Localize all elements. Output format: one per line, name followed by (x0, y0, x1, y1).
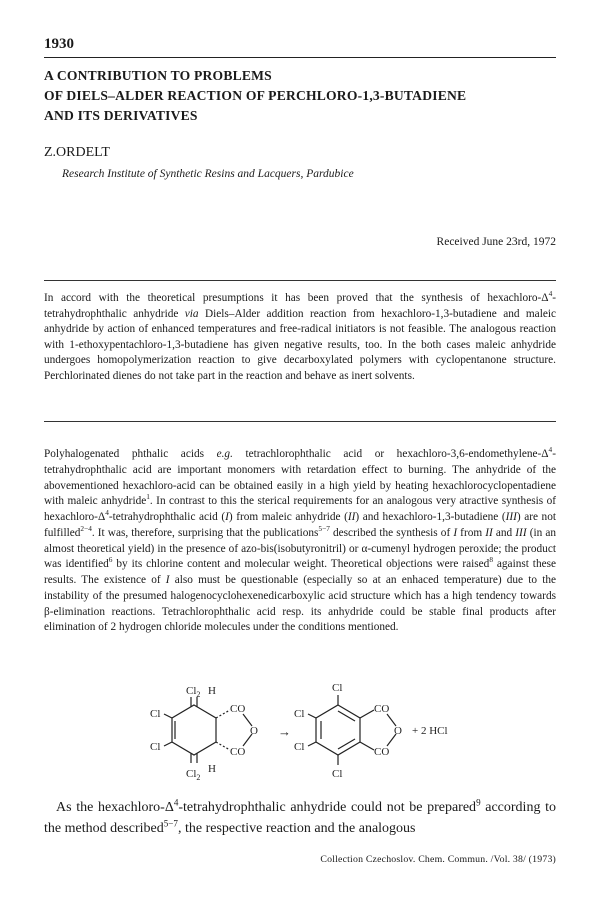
scheme-cl2-top: $Cl_2$ (186, 685, 201, 699)
abstract: In accord with the theoretical presumptions it has been proved that the synthesis of hexachloro-$\Delta^4$-tetrahydrophthalic anhydride via Diels–Alder addition reaction from hexachloro-1,3-butadiene and maleic anhydride by action of enhanced temperatures and free-radical initiators is not feasible. The analogous reaction with 1-ethoxypentachloro-1,3-butadiene has given negative results, too. In the both cases maleic anhydride undergoes homopolymerization reaction to give decarboxylated polymers with cyclopentanone structure. Perchlorinated dienes do not take part in the reaction and behave as inert solvents. (44, 289, 556, 382)
scheme-co-right-lower: CO (374, 746, 390, 758)
page-number: 1930 (44, 36, 74, 52)
body-paragraph-2: As the hexachloro-$\Delta^4$-tetrahydrophthalic anhydride could not be prepared$^9$ according to the method described$^{5-7}$, the respective reaction and the analogous (44, 797, 556, 836)
body-paragraph-1: Polyhalogenated phthalic acids e.g. tetrachlorophthalic acid or hexachloro-$3,6-endomethylene-\Delta^4$-tetrahydrophthalic acid are important monomers with retardation effect to burning. The anhydride of the abovementioned hexachloro-acid can be obtained easily in a high yield by heating hexachlorocyclopentadiene with maleic anhydride$^1$. In contrast to this the sterical requirements for an analogous very atractive synthesis of hexachloro-$\Delta^4$-tetrahydrophthalic acid (I) from maleic anhydride (II) and hexachloro-1,3-butadiene (III) are not fulfilled$^{2-4}$. It was, therefore, surprising that the publications$^{5-7}$ described the synthesis of I from II and III (in an almost theoretical yield) in the presence of azo-bis(isobutyronitril) or α-cumenyl hydrogen peroxide; the product was identified$^6$ by its chlorine content and molecular weight. Theoretical objections were raised$^8$ against these results. The existence of I also must be questionable (especially so at an enhaced temperature) due to the instability of the presumed halogenocyclohexenedicarboxylic acid structure which has a high tendency towards β-elimination reactions. Tetrachlorophthalic acid resp. its anhydride could be stable final products after elimination of 2 hydrogen chloride molecules under the conditions mentioned. (44, 445, 557, 634)
scheme-arrow: → (278, 724, 291, 739)
article-title (44, 66, 564, 126)
scheme-o-right: O (394, 725, 402, 737)
scheme-cl-right-upper: Cl (294, 708, 305, 720)
scheme-h-top: H (208, 685, 216, 697)
scheme-cl-right-lower: Cl (294, 741, 305, 753)
abstract-bottom-rule (44, 421, 556, 422)
abstract-top-rule (44, 280, 556, 281)
title-line-1: A CONTRIBUTION TO PROBLEMS (44, 68, 272, 83)
journal-footer: Collection Czechoslov. Chem. Commun. /Vol. 38/ (1973) (320, 854, 556, 865)
scheme-co-lower: CO (230, 746, 246, 758)
scheme-cl-top: Cl (332, 682, 343, 694)
scheme-plus-hcl: + 2 HCl (412, 725, 448, 737)
scheme-co-right-upper: CO (374, 703, 390, 715)
scheme-h-bottom: H (208, 763, 216, 775)
scheme-o-bridge: O (250, 725, 258, 737)
scheme-co-upper: CO (230, 703, 246, 715)
author-name: Z.ORDELT (44, 145, 110, 160)
author-affiliation: Research Institute of Synthetic Resins and Lacquers, Pardubice (62, 168, 354, 180)
scheme-cl-left-lower: Cl (150, 741, 161, 753)
title-line-3: AND ITS DERIVATIVES (44, 108, 198, 123)
received-date: Received June 23rd, 1972 (436, 236, 556, 248)
scheme-cl2-bottom: $Cl_2$ (186, 768, 201, 782)
scheme-cl-bottom: Cl (332, 768, 343, 780)
header-rule (44, 57, 556, 58)
reaction-scheme (150, 680, 470, 792)
scheme-cl-left-upper: Cl (150, 708, 161, 720)
title-line-2: OF DIELS–ALDER REACTION OF PERCHLORO-1,3-BUTADIENE (44, 88, 467, 103)
